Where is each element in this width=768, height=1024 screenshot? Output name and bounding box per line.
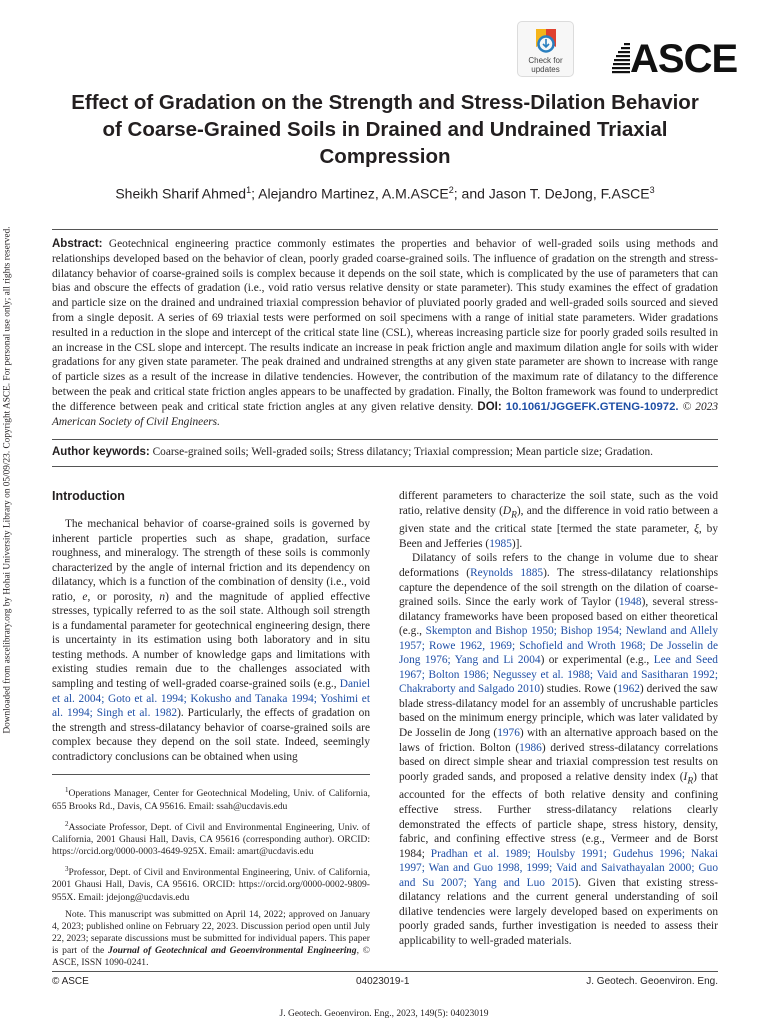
crossmark-icon: [533, 27, 559, 55]
footnote-mark: 1: [65, 786, 69, 795]
citation-link[interactable]: 1976: [497, 727, 520, 740]
asce-logo-text: ASCE: [630, 37, 738, 81]
symbol-e: e: [82, 590, 88, 603]
text-run: )].: [511, 537, 523, 550]
text-run: ), several stress-dilatancy frameworks have been proposed based on either theoretical (e.g.,: [399, 596, 718, 638]
symbol-d: D: [502, 504, 512, 517]
footer-rule: [52, 971, 718, 972]
author-3-affil-mark: 3: [649, 185, 655, 195]
author-3: ; and Jason T. DeJong, F.ASCE: [453, 185, 650, 202]
citation-links[interactable]: Daniel et al. 2004; Goto et al. 1994; Kokusho and Tanaka 1994; Yoshimi et al. 1994; Singh et al. 1982: [52, 678, 370, 720]
citation-link[interactable]: 1985: [489, 537, 512, 550]
section-heading-introduction: Introduction: [52, 489, 125, 503]
text-run: ) and the magnitude of applied effective stresses, typically referred to as the soil state. Although soil strength is a fundamental parameter for geotechnical engineering design, there is uncertainty in its estimation using both laboratory and in situ testing methods. A number of knowledge gaps and limitations with existing studies remain due to the challenges associated with sampling and testing of well-graded coarse-grained soils (e.g.,: [52, 590, 371, 691]
abstract-label: Abstract:: [52, 238, 103, 250]
text-run: ) that accounted for the effects of both relative density and confining effective stress. Further stress-dilatancy relations clearly demonstrated the effects of particle shape, stress history, density, fabric, and confining effective stress (e.g., Vermeer and de Borst 1984;: [399, 770, 719, 860]
download-notice: [0, 0, 16, 960]
citation-link[interactable]: Reynolds 1885: [470, 567, 544, 579]
citation-links[interactable]: Lee and Seed 1967; Bolton 1986; Negussey et al. 1988; Vaid and Sasitharan 1992; Chakraborty and Salgado 2010: [399, 654, 718, 696]
text-run: ) or experimental (e.g.,: [540, 654, 654, 667]
text-run: Dilatancy of soils refers to the change in volume due to shear deformations (: [399, 552, 718, 579]
symbol-xi: ξ: [694, 523, 699, 536]
page-citation: J. Geotech. Geoenviron. Eng., 2023, 149(5): 04023019: [279, 1009, 489, 1019]
footer-journal-abbrev: J. Geotech. Geoenviron. Eng.: [586, 976, 718, 987]
footnote-mark: 3: [65, 865, 69, 874]
text-run: ) derived the saw blade stress-dilatancy model for an assembly of uncrushable particles based on the minimum energy principle, which was later validated by De Josselin de Jong (: [399, 683, 718, 740]
abstract-text: Geotechnical engineering practice commonly estimates the properties and behavior of well-graded soils using methods and relationships developed based on the behavior of clean, poorly graded coarse-grained soils. The influence of gradation on the strength and stress-dilatancy behavior of coarse-grained soils is complex because it depends on the soil state, which is complicated by the use of parameters that can bias and obscure the effects of gradation (i.e., void ratio versus relative density or state parameter). This study examines the effect of gradation and particle size on the drained and undrained triaxial compression behavior of pluviated poorly graded and well-graded soils sourced and sieved from a single deposit. A series of 69 triaxial tests were performed on soil specimens with a range of initial state parameters. Wider gradations resulted in a reduction in the slope and intercept of the critical state line (CSL), whereas increasing particle size for poorly graded soils resulted in an increase in the CSL slope and intercept. The results indicate an increase in peak friction angle and maximum dilation angle for soils with wider gradations for any given state parameter. The peak drained and undrained strengths at any given state parameter are shown to increase with range of particle sizes as a result of the increase in dilative tendencies. However, the contribution of the maximum rate of dilatancy to the difference between the peak and critical state friction angles appears to be unaffected by gradation. Finally, the Bolton framework was found to underpredict the difference between peak and critical state friction angles at any given relative density.: [52, 238, 718, 413]
citation-link[interactable]: 1948: [618, 596, 642, 609]
symbol-i: I: [683, 770, 688, 783]
check-for-updates-badge[interactable]: [517, 21, 574, 77]
note-text: Note. This manuscript was submitted on April 14, 2022; approved on January 4, 2023; published online on February 22, 2023. Discussion period open until July 22, 2023; separate discussions must be submitted for individual papers. This paper is part of the: [52, 908, 370, 956]
note-text: , © ASCE, ISSN 1090-0241.: [52, 944, 371, 968]
intro-paragraph-1: [52, 517, 370, 764]
footnote-text: Associate Professor, Dept. of Civil and Environmental Engineering, Univ. of California, 2001 Ghausi Hall, Davis, CA 95616 (corresponding author). ORCID: https://orcid.org/0000-0003-4649-925X. Email: amart@ucdavis.edu: [52, 821, 370, 858]
text-run: ) with an alternative approach based on the laws of friction. Bolton (: [399, 727, 718, 754]
footnote-text: Operations Manager, Center for Geotechnical Modeling, Univ. of California, 655 Brooks Rd., Davis, CA 95616. Email: ssah@ucdavis.edu: [52, 788, 370, 812]
footnote-3: [52, 863, 370, 903]
keywords-text: Coarse-grained soils; Well-graded soils; Stress dilatancy; Triaxial compression; Mean particle size; Gradation.: [152, 446, 654, 458]
keywords-label: Author keywords:: [52, 446, 150, 458]
doi-link[interactable]: 10.1061/JGGEFK.GTENG-10972.: [505, 400, 679, 413]
citation-link[interactable]: 1962: [617, 683, 640, 696]
download-notice-text: Downloaded from ascelibrary.org by Hohai University Library on 05/09/23. Copyright ASCE. For personal use only; all rights reserved.: [3, 226, 14, 734]
text-run: different parameters to characterize the soil state, such as the void ratio, relative density (: [399, 490, 718, 517]
text-run: ) studies. Rowe (: [540, 683, 618, 696]
intro-paragraph-2: [399, 551, 718, 948]
text-run: The mechanical behavior of coarse-grained soils is governed by inherent particle properties such as shape, gradation, surface roughness, and mineralogy. The strength of these soils is commonly characterized by the angle of internal friction and its dependency on dilatancy, which is a function of the combination of density (i.e., void ratio,: [52, 518, 370, 603]
check-for-updates-line2: updates: [531, 65, 560, 74]
footnote-mark: 2: [65, 819, 69, 828]
abstract: [52, 237, 718, 429]
abstract-top-rule: [52, 229, 718, 230]
text-run: ). Particularly, the effects of gradation on the strength and stress-dilatancy behavior of coarse-grained soils are complex because they depend on the soil state. Indeed, seemingly contradictory conclusions can be obtained when using: [52, 707, 370, 763]
text-run: ), and the difference in void ratio between a given state and the critical state [termed the state parameter,: [399, 504, 719, 536]
intro-paragraph-1-continued: [399, 489, 718, 551]
right-column: [399, 489, 718, 948]
footnote-2: [52, 818, 370, 858]
journal-name: Journal of Geotechnical and Geoenvironmental Engineering: [108, 944, 357, 956]
text-run: , or porosity,: [87, 590, 160, 603]
citation-link[interactable]: 1986: [519, 741, 542, 754]
text-run: ). Given that existing stress-dilatancy relations and the current general understanding of soil dilative tendencies were largely developed based on experiments on poorly graded sands, further investigation is needed to assess their applicability to well-graded materials.: [399, 876, 718, 947]
symbol-subscript-r: R: [687, 775, 694, 786]
symbol-n: n: [159, 590, 166, 603]
footer-article-number: 04023019-1: [356, 976, 410, 987]
author-2: ; Alejandro Martinez, A.M.ASCE: [251, 185, 449, 202]
asce-logo-mark-icon: [612, 39, 630, 79]
manuscript-note: [52, 909, 370, 969]
check-for-updates-label: [518, 56, 573, 74]
footnote-text: Professor, Dept. of Civil and Environmental Engineering, Univ. of California, 2001 Ghausi Hall, Davis, CA 95616. ORCID: https://orcid.org/0000-0002-9809-955X. Email: jdejong@ucdavis.edu: [52, 867, 370, 903]
text-run: , by Been and Jefferies (: [399, 523, 718, 550]
footnote-1: [52, 784, 370, 812]
citation-links[interactable]: Pradhan et al. 1989; Houlsby 1991; Gudehus 1996; Nakai 1997; Wan and Guo 1998, 1999; Vaid and Saivathayalan 2000; Guo and Su 2007; Yang and Luo 2015: [399, 847, 718, 889]
symbol-subscript-r: R: [511, 509, 517, 520]
keywords-bottom-rule: [52, 466, 718, 467]
copyright-notice: © 2023 American Society of Civil Engineers.: [52, 400, 718, 428]
paper-title: Effect of Gradation on the Strength and Stress-Dilation Behavior of Coarse-Grained Soils in Drained and Undrained Triaxial Compression: [71, 91, 699, 168]
author-1-affil-mark: 1: [246, 185, 252, 195]
check-for-updates-line1: Check for: [528, 56, 563, 65]
asce-logo: [612, 36, 742, 82]
doi-label: DOI:: [477, 400, 502, 413]
text-run: ) derived stress-dilatancy correlations based on direct simple shear and triaxial compression test results on poorly graded sands, and proposed a relative density index (: [399, 741, 719, 783]
footnote-rule: [52, 774, 370, 775]
author-keywords: [52, 445, 718, 460]
keywords-top-rule: [52, 439, 718, 440]
left-column: [52, 488, 370, 974]
citation-links[interactable]: Skempton and Bishop 1950; Bishop 1954; Newland and Allely 1957; Rowe 1962, 1969; Schofield and Wroth 1968; De Josselin de Jong 1976; Yang and Li 2004: [399, 625, 719, 667]
author-1: Sheikh Sharif Ahmed: [115, 185, 247, 202]
text-run: ). The stress-dilatancy relationships capture the dependence of the soil strength on the dilation of coarse-grained soils. Since the early work of Taylor (: [399, 567, 718, 609]
author-list: [40, 181, 730, 203]
footer-copyright: © ASCE: [52, 976, 89, 987]
author-2-affil-mark: 2: [448, 185, 454, 195]
